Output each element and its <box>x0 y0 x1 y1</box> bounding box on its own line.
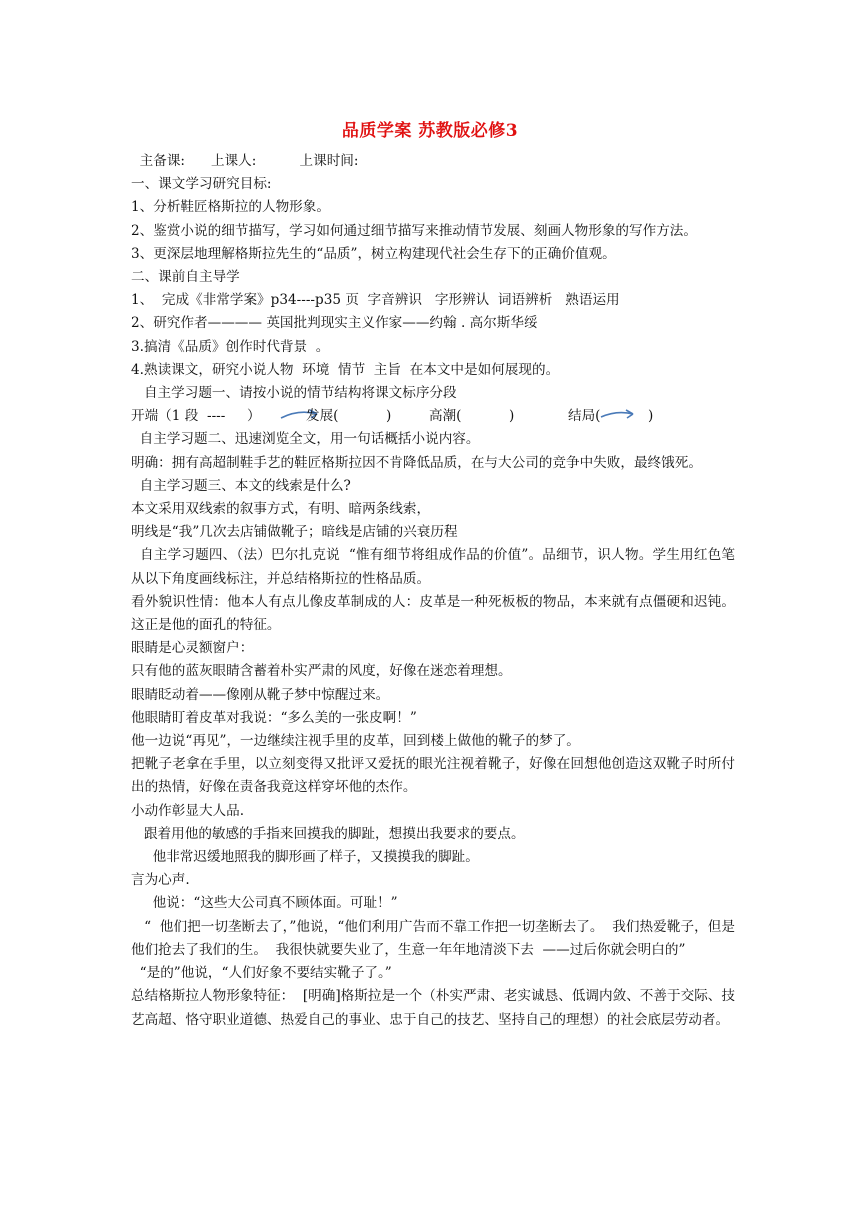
paragraph: 把靴子老拿在手里，以立刻变得又批评又爱抚的眼光注视着靴子，好像在回想他创造这双靴子时所付出的热情，好像在责备我竟这样穿坏他的杰作。 <box>131 756 735 796</box>
flow-ending: 结局( ) <box>568 408 654 425</box>
plot-structure-line <box>131 405 735 428</box>
paragraph: 本文采用双线索的叙事方式，有明、暗两条线索， <box>131 501 431 518</box>
page-title: 品质学案 苏教版必修3 <box>341 121 519 141</box>
paragraph: 自主学习题四、（法）巴尔扎克说 “惟有细节将组成作品的价值”。品细节，识人物。学生用红色笔从以下角度画线标注，并总结格斯拉的性格品质。 <box>131 547 735 587</box>
paragraph: 明确：拥有高超制鞋手艺的鞋匠格斯拉因不肯降低品质，在与大公司的竞争中失败，最终饿死。 <box>131 454 702 471</box>
paragraph: 他眼睛盯着皮革对我说：“多么美的一张皮啊！” <box>131 709 417 726</box>
paragraph: 看外貌识性情：他本人有点儿像皮革制成的人：皮革是一种死板板的物品，本来就有点僵硬和迟钝。这正是他的面孔的特征。 <box>131 593 735 634</box>
paragraph: 2、研究作者———— 英国批判现实主义作家——约翰 . 高尔斯华绥 <box>131 315 538 332</box>
paragraph: “是的”他说，“人们好象不要结实靴子了。” <box>131 965 392 982</box>
paragraph: 自主学习题一、请按小说的情节结构将课文标序分段 <box>131 385 457 402</box>
paragraph: 3.搞清《品质》创作时代背景 。 <box>131 338 330 355</box>
arrow-icon <box>599 407 639 421</box>
paragraph: 4.熟读课文，研究小说人物 环境 情节 主旨 在本文中是如何展现的。 <box>131 361 560 378</box>
header-line: 主备课: 上课人: 上课时间: <box>131 153 359 169</box>
paragraph: 明线是“我”几次去店铺做靴子；暗线是店铺的兴衰历程 <box>131 524 458 541</box>
paragraph: 言为心声. <box>131 872 190 889</box>
document-body <box>131 150 735 1032</box>
paragraph: 眼睛是心灵额窗户： <box>131 640 254 657</box>
paragraph: “ 他们把一切垄断去了，”他说，“他们利用广告而不靠工作把一切垄断去了。 我们热爱靴子，但是他们抢去了我们的生。 我很快就要失业了，生意一年年地清淡下去 ——过后你就会明白的” <box>131 918 735 958</box>
paragraph: 跟着用他的敏感的手指来回摸我的脚趾，想摸出我要求的要点。 <box>131 825 525 842</box>
paragraph: 二、课前自主导学 <box>131 269 240 286</box>
flow-climax: 高潮( ) <box>429 408 515 425</box>
flow-develop: 发展( ) <box>306 408 392 425</box>
paragraph: 他一边说“再见”，一边继续注视手里的皮革，回到楼上做他的靴子的梦了。 <box>131 733 580 750</box>
flow-start: 开端（1 段 ---- ） <box>131 408 261 425</box>
paragraph: 总结格斯拉人物形象特征： [明确]格斯拉是一个（朴实严肃、老实诚恳、低调内敛、不善于交际、技艺高超、恪守职业道德、热爱自己的事业、忠于自己的技艺、坚持自己的理想）的社会底层劳动者。 <box>131 988 735 1028</box>
paragraph: 自主学习题二、迅速浏览全文，用一句话概括小说内容。 <box>131 431 480 448</box>
paragraph: 他说：“这些大公司真不顾体面。可耻！” <box>131 895 398 912</box>
paragraph: 眼睛眨动着——像刚从靴子梦中惊醒过来。 <box>131 686 390 703</box>
paragraph: 2、鉴赏小说的细节描写，学习如何通过细节描写来推动情节发展、刻画人物形象的写作方法。 <box>131 222 697 239</box>
paragraph: 自主学习题三、本文的线索是什么? <box>131 477 351 494</box>
paragraph: 1、分析鞋匠格斯拉的人物形象。 <box>131 199 330 216</box>
paragraph: 小动作彰显大人品. <box>131 802 245 819</box>
paragraph: 3、更深层地理解格斯拉先生的“品质”，树立构建现代社会生存下的正确价值观。 <box>131 245 616 262</box>
paragraph: 他非常迟缓地照我的脚形画了样子，又摸摸我的脚趾。 <box>131 849 479 866</box>
paragraph: 1、 完成《非常学案》p34----p35 页 字音辨识 字形辨认 词语辨析 熟语运用 <box>131 292 620 309</box>
paragraph: 一、课文学习研究目标: <box>131 176 272 193</box>
paragraph: 只有他的蓝灰眼睛含蓄着朴实严肃的风度，好像在迷恋着理想。 <box>131 663 512 680</box>
